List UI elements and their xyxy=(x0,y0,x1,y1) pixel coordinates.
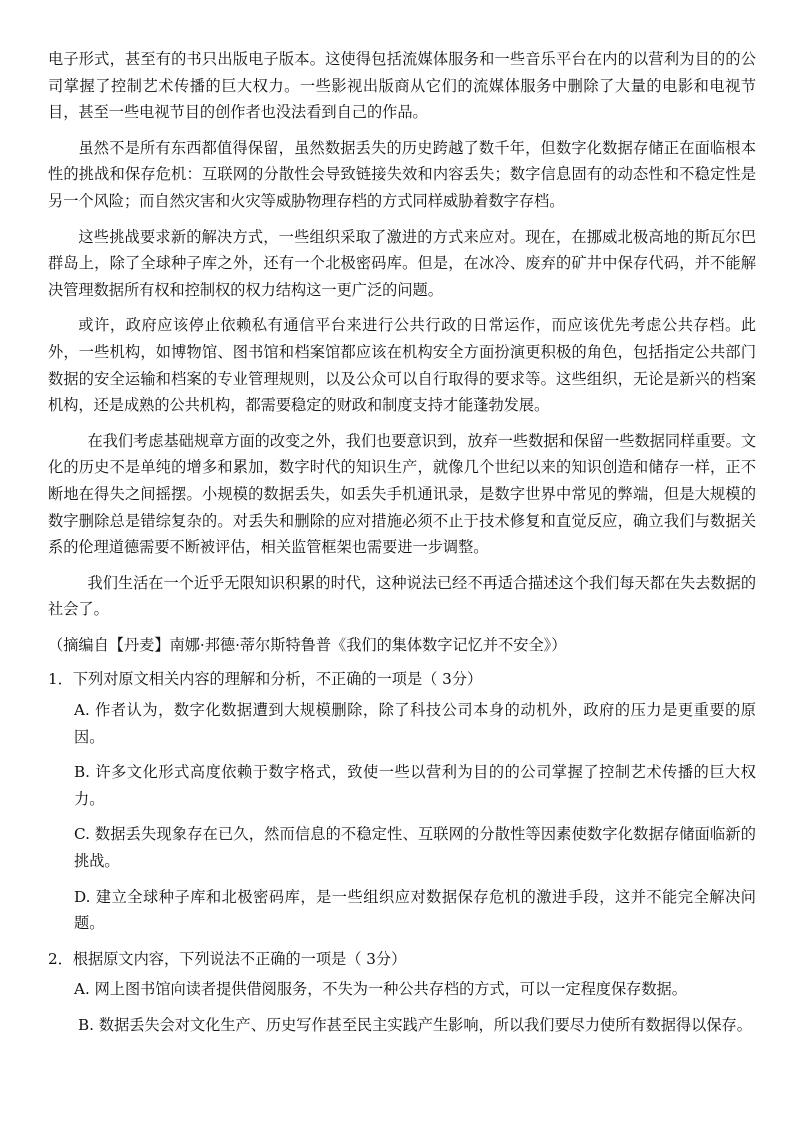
question-1-option-c: C. 数据丢失现象存在已久，然而信息的不稳定性、互联网的分散性等因素使数字化数据存储面临新的挑战。 xyxy=(74,825,756,871)
question-2-option-a: A. 网上图书馆向读者提供借阅服务，不失为一种公共存档的方式，可以一定程度保存数据。 xyxy=(74,980,687,999)
question-2-stem: 2．根据原文内容，下列说法不正确的一项是（ 3分） xyxy=(48,949,407,968)
paragraph-3: 这些挑战要求新的解决方式，一些组织采取了激进的方式来应对。现在，在挪威北极高地的斯瓦尔巴群岛上，除了全球种子库之外，还有一个北极密码库。但是，在冰冷、废弃的矿井中保存代码，并不能解决管理数据所有权和控制权的权力结构这一更广泛的问题。 xyxy=(48,227,756,299)
paragraph-5: 在我们考虑基础规章方面的改变之外，我们也要意识到，放弃一些数据和保留一些数据同样重要。文化的历史不是单纯的增多和累加，数字时代的知识生产，就像几个世纪以来的知识创造和储存一样，正不断地在得失之间摇摆。小规模的数据丢失，如丢失手机通讯录，是数字世界中常见的弊端，但是大规模的数字删除总是错综复杂的。对丢失和删除的应对措施必须不止于技术修复和直觉反应，确立我们与数据关系的伦理道德需要不断被评估，相关监管框架也需要进一步调整。 xyxy=(48,431,756,557)
question-1-option-a: A. 作者认为，数字化数据遭到大规模删除，除了科技公司本身的动机外，政府的压力是更重要的原因。 xyxy=(74,701,756,746)
paragraph-4: 或许，政府应该停止依赖私有通信平台来进行公共行政的日常运作，而应该优先考虑公共存档。此外，一些机构，如博物馆、图书馆和档案馆都应该在机构安全方面扮演更积极的角色，包括指定公共部门数据的安全运输和档案的专业管理规则，以及公众可以自行取得的要求等。这些组织，无论是新兴的档案机构，还是成熟的公共机构，都需要稳定的财政和制度支持才能蓬勃发展。 xyxy=(48,316,756,415)
question-2-option-b: B. 数据丢失会对文化生产、历史写作甚至民主实践产生影响，所以我们要尽力使所有数据得以保存。 xyxy=(78,1016,752,1034)
question-1-option-b: B. 许多文化形式高度依赖于数字格式，致使一些以营利为目的的公司掌握了控制艺术传播的巨大权力。 xyxy=(74,763,756,808)
paragraph-2: 虽然不是所有东西都值得保留，虽然数据丢失的历史跨越了数千年，但数字化数据存储正在面临根本性的挑战和保存危机：互联网的分散性会导致链接失效和内容丢失；数字信息固有的动态性和不稳定性是另一个风险；而自然灾害和火灾等威胁物理存档的方式同样威胁着数字存档。 xyxy=(48,138,756,210)
paragraph-6: 我们生活在一个近乎无限知识积累的时代，这种说法已经不再适合描述这个我们每天都在失去数据的社会了。 xyxy=(48,573,756,619)
source-citation: （摘编自【丹麦】南娜·邦德·蒂尔斯特鲁普《我们的集体数字记忆并不安全》） xyxy=(48,635,567,654)
question-1-stem: 1．下列对原文相关内容的理解和分析，不正确的一项是（ 3分） xyxy=(48,670,483,689)
paragraph-1: 电子形式，甚至有的书只出版电子版本。这使得包括流媒体服务和一些音乐平台在内的以营利为目的的公司掌握了控制艺术传播的巨大权力。一些影视出版商从它们的流媒体服务中删除了大量的电影和电视节目，甚至一些电视节目的创作者也没法看到自己的作品。 xyxy=(48,50,756,122)
question-1-option-d: D. 建立全球种子库和北极密码库，是一些组织应对数据保存危机的激进手段，这并不能完全解决问题。 xyxy=(74,887,756,933)
